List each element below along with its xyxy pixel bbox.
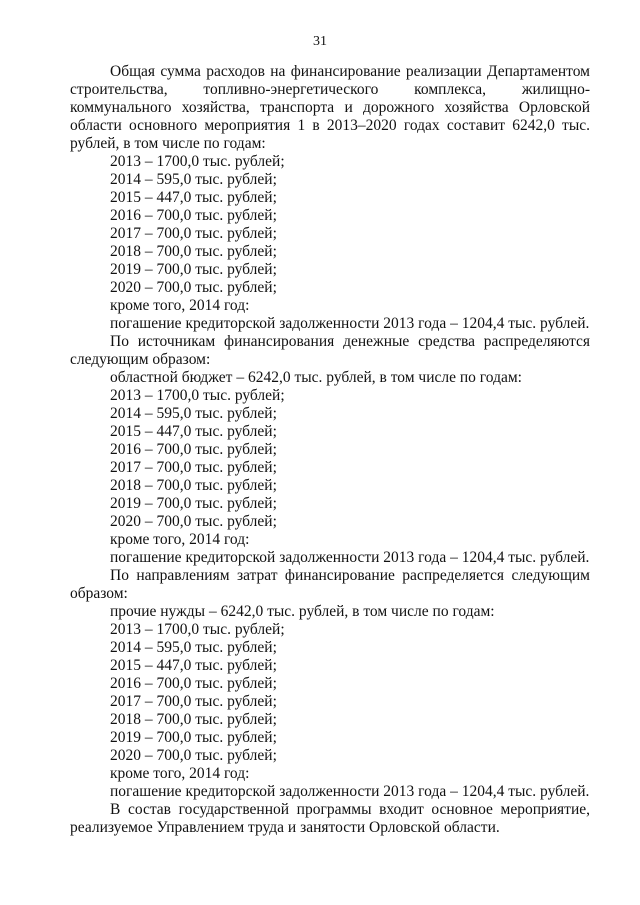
- year-item: 2016 – 700,0 тыс. рублей;: [110, 675, 277, 692]
- year-item: 2014 – 595,0 тыс. рублей;: [110, 171, 277, 188]
- debt-line: погашение кредиторской задолженности 2013 года – 1204,4 тыс. рублей.: [110, 549, 590, 566]
- year-item: 2018 – 700,0 тыс. рублей;: [110, 243, 277, 260]
- section-funding-sources: [70, 333, 590, 567]
- year-list: [70, 153, 590, 297]
- besides-line: кроме того, 2014 год:: [110, 531, 250, 548]
- section-main-activity: [70, 63, 590, 333]
- page-number: 31: [313, 34, 327, 49]
- lead-line: прочие нужды – 6242,0 тыс. рублей, в том числе по годам:: [110, 603, 495, 620]
- besides-line: кроме того, 2014 год:: [110, 765, 250, 782]
- lead-line: областной бюджет – 6242,0 тыс. рублей, в том числе по годам:: [110, 369, 522, 386]
- paragraph-total-expenses: Общая сумма расходов на финансирование реализации Департаментом строительства, топливно-энергетического комплекса, жилищно-коммунального хозяйства, транспорта и дорожного хозяйства Орловской области основного мероприятия 1 в 2013–2020 годах составит 6242,0 тыс. рублей, в том числе по годам:: [70, 63, 590, 152]
- year-list: [70, 387, 590, 531]
- year-item: 2020 – 700,0 тыс. рублей;: [110, 513, 277, 530]
- year-item: 2019 – 700,0 тыс. рублей;: [110, 495, 277, 512]
- year-item: 2015 – 447,0 тыс. рублей;: [110, 657, 277, 674]
- year-item: 2020 – 700,0 тыс. рублей;: [110, 747, 277, 764]
- year-item: 2020 – 700,0 тыс. рублей;: [110, 279, 277, 296]
- year-item: 2013 – 1700,0 тыс. рублей;: [110, 387, 285, 404]
- year-item: 2013 – 1700,0 тыс. рублей;: [110, 621, 285, 638]
- year-item: 2017 – 700,0 тыс. рублей;: [110, 225, 277, 242]
- year-item: 2014 – 595,0 тыс. рублей;: [110, 405, 277, 422]
- year-item: 2014 – 595,0 тыс. рублей;: [110, 639, 277, 656]
- year-item: 2017 – 700,0 тыс. рублей;: [110, 693, 277, 710]
- year-item: 2016 – 700,0 тыс. рублей;: [110, 207, 277, 224]
- year-item: 2019 – 700,0 тыс. рублей;: [110, 729, 277, 746]
- year-item: 2016 – 700,0 тыс. рублей;: [110, 441, 277, 458]
- year-item: 2018 – 700,0 тыс. рублей;: [110, 711, 277, 728]
- section-cost-directions: [70, 567, 590, 801]
- debt-line: погашение кредиторской задолженности 2013 года – 1204,4 тыс. рублей.: [110, 315, 590, 332]
- year-item: 2018 – 700,0 тыс. рублей;: [110, 477, 277, 494]
- year-item: 2013 – 1700,0 тыс. рублей;: [110, 153, 285, 170]
- besides-line: кроме того, 2014 год:: [110, 297, 250, 314]
- year-item: 2015 – 447,0 тыс. рублей;: [110, 189, 277, 206]
- year-item: 2019 – 700,0 тыс. рублей;: [110, 261, 277, 278]
- year-item: 2017 – 700,0 тыс. рублей;: [110, 459, 277, 476]
- year-item: 2015 – 447,0 тыс. рублей;: [110, 423, 277, 440]
- paragraph-closing: В состав государственной программы входит основное мероприятие, реализуемое Управлением труда и занятости Орловской области.: [70, 801, 590, 836]
- year-list: [70, 621, 590, 765]
- paragraph-cost-directions: По направлениям затрат финансирование распределяется следующим образом:: [70, 567, 590, 602]
- document-body: [70, 63, 590, 837]
- debt-line: погашение кредиторской задолженности 2013 года – 1204,4 тыс. рублей.: [110, 783, 590, 800]
- paragraph-funding-sources: По источникам финансирования денежные средства распределяются следующим образом:: [70, 333, 590, 368]
